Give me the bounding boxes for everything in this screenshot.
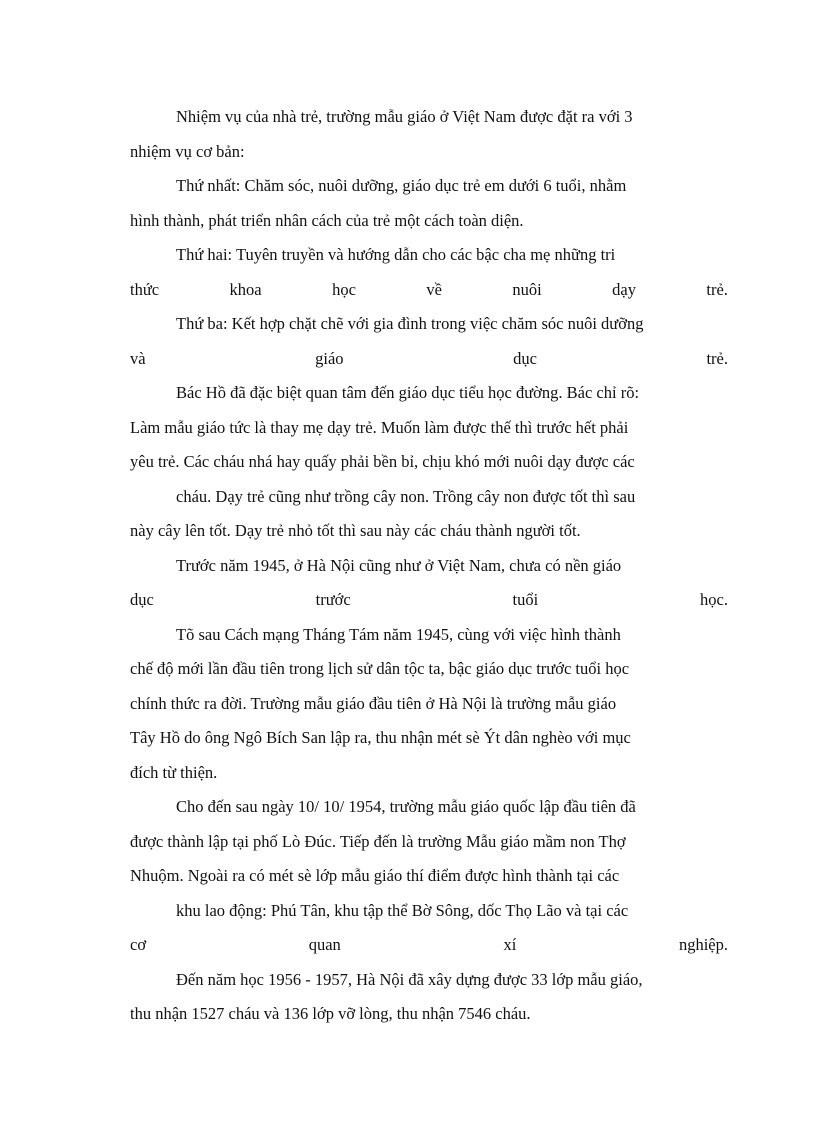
paragraph-line: Thứ nhất: Chăm sóc, nuôi dưỡng, giáo dục trẻ em dưới 6 tuổi, nhằm <box>176 176 627 195</box>
paragraph-line: nhiệm vụ cơ bản: <box>130 141 245 161</box>
paragraph-line: Làm mẫu giáo tức là thay mẹ dạy trẻ. Muốn làm được thế thì trước hết phải <box>130 417 629 437</box>
word: và <box>130 348 146 368</box>
paragraph-line: cháu. Dạy trẻ cũng như trồng cây non. Trồng cây non được tốt thì sau <box>176 486 636 506</box>
paragraph-line: thu nhận 1527 cháu và 136 lớp vỡ lòng, thu nhận 7546 cháu. <box>130 1004 531 1023</box>
paragraph-line: Tây Hồ do ông Ngô Bích San lập ra, thu nhận mét sè Ýt dân nghèo với mục <box>130 728 631 747</box>
word: học. <box>700 590 728 609</box>
word: dục <box>513 348 537 368</box>
paragraph-line: này cây lên tốt. Dạy trẻ nhỏ tốt thì sau này các cháu thành người tốt. <box>130 521 581 540</box>
paragraph-line: chế độ mới lần đầu tiên trong lịch sử dân tộc ta, bậc giáo dục trước tuổi học <box>130 659 630 678</box>
word: về <box>426 279 442 299</box>
word: dục <box>130 590 154 609</box>
paragraph-line: Bác Hồ đã đặc biệt quan tâm đến giáo dục tiểu học đường. Bác chỉ rõ: <box>176 383 640 402</box>
paragraph-line: hình thành, phát triển nhân cách của trẻ một cách toàn diện. <box>130 210 524 230</box>
paragraph-line: Đến năm học 1956 - 1957, Hà Nội đã xây dựng được 33 lớp mẫu giáo, <box>176 969 643 989</box>
word: học <box>332 279 356 299</box>
word: tuổi <box>512 590 539 609</box>
paragraph-line: Tõ sau Cách mạng Tháng Tám năm 1945, cùng với việc hình thành <box>176 624 621 644</box>
paragraph-line: chính thức ra đời. Trường mẫu giáo đầu tiên ở Hà Nội là trường mẫu giáo <box>130 693 617 713</box>
paragraph-line: Thứ ba: Kết hợp chặt chẽ với gia đình trong việc chăm sóc nuôi dưỡng <box>176 314 644 333</box>
paragraph-line: Cho đến sau ngày 10/ 10/ 1954, trường mẫu giáo quốc lập đầu tiên đã <box>176 797 636 816</box>
word: trẻ. <box>706 279 728 299</box>
word: dạy <box>612 279 636 299</box>
paragraph-line: Thứ hai: Tuyên truyền và hướng dẫn cho các bậc cha mẹ những tri <box>176 245 616 264</box>
justified-line <box>130 928 728 963</box>
word: khoa <box>229 279 262 299</box>
word: quan <box>308 935 341 954</box>
paragraph-line: Nhiệm vụ của nhà trẻ, trường mẫu giáo ở Việt Nam được đặt ra với 3 <box>176 107 633 126</box>
word: trước <box>315 590 351 609</box>
paragraph-line: Trước năm 1945, ở Hà Nội cũng như ở Việt Nam, chưa có nền giáo <box>176 555 622 575</box>
word: nuôi <box>512 279 542 299</box>
justified-line <box>130 273 728 308</box>
word: giáo <box>315 348 344 368</box>
word: thức <box>130 279 160 299</box>
justified-line <box>130 583 728 618</box>
paragraph-line: khu lao động: Phú Tân, khu tập thể Bờ Sông, dốc Thọ Lão và tại các <box>176 900 629 920</box>
paragraph-line: yêu trẻ. Các cháu nhá hay quấy phải bền bỉ, chịu khó mới nuôi dạy được các <box>130 452 635 471</box>
word: trẻ. <box>706 348 728 368</box>
word: nghiệp. <box>678 935 728 954</box>
word: xí <box>503 935 517 954</box>
paragraph-line: được thành lập tại phố Lò Đúc. Tiếp đến là trường Mẫu giáo mầm non Thợ <box>130 831 626 851</box>
justified-line <box>130 342 728 377</box>
word: cơ <box>130 935 147 954</box>
paragraph-line: đích từ thiện. <box>130 762 218 782</box>
paragraph-line: Nhuộm. Ngoài ra có mét sè lớp mẫu giáo thí điểm được hình thành tại các <box>130 866 620 885</box>
